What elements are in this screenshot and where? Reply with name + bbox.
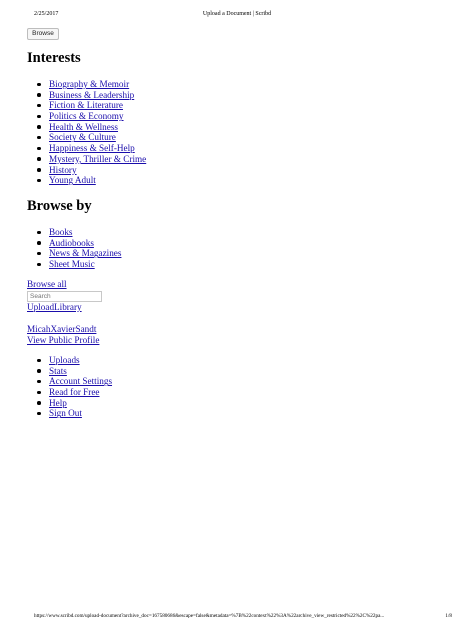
interest-link-fiction[interactable]: Fiction & Literature <box>49 100 123 111</box>
list-item <box>27 355 112 366</box>
browse-link-sheet-music[interactable]: Sheet Music <box>49 259 95 270</box>
username-link[interactable]: MicahXavierSandt <box>27 324 97 334</box>
bullet-icon <box>37 136 41 140</box>
list-item <box>27 227 121 238</box>
bullet-icon <box>37 104 41 108</box>
search-input[interactable] <box>27 291 102 302</box>
bullet-icon <box>37 412 41 416</box>
browse-link-news-magazines[interactable]: News & Magazines <box>49 248 122 259</box>
list-item <box>27 398 112 409</box>
list-item <box>27 238 121 249</box>
list-item <box>27 132 146 143</box>
bullet-icon <box>37 263 41 267</box>
list-item <box>27 259 121 270</box>
interest-link-happiness[interactable]: Happiness & Self-Help <box>49 143 135 154</box>
list-item <box>27 175 146 186</box>
print-page-title: Upload a Document | Scribd <box>202 11 272 17</box>
upload-library-link[interactable]: UploadLibrary <box>27 302 82 312</box>
bullet-icon <box>37 252 41 256</box>
interest-link-politics[interactable]: Politics & Economy <box>49 111 124 122</box>
list-item <box>27 248 121 259</box>
list-item <box>27 122 146 133</box>
interests-heading: Interests <box>27 50 81 66</box>
bullet-icon <box>37 241 41 245</box>
list-item <box>27 376 112 387</box>
browse-link-books[interactable]: Books <box>49 227 73 237</box>
list-item <box>27 90 146 101</box>
bullet-icon <box>37 147 41 151</box>
bullet-icon <box>37 231 41 235</box>
interest-link-health[interactable]: Health & Wellness <box>49 121 119 132</box>
browse-by-heading: Browse by <box>27 198 92 214</box>
menu-link-uploads[interactable]: Uploads <box>49 355 80 365</box>
menu-link-read-for-free[interactable]: Read for Free <box>49 387 100 398</box>
interest-link-young-adult[interactable]: Young Adult <box>49 175 96 186</box>
list-item <box>27 408 112 419</box>
bullet-icon <box>37 179 41 183</box>
print-page-number: 1/8 <box>445 613 452 619</box>
list-item <box>27 111 146 122</box>
bullet-icon <box>37 83 41 87</box>
list-item <box>27 79 146 90</box>
bullet-icon <box>37 401 41 405</box>
list-item <box>27 143 146 154</box>
interest-link-biography[interactable]: Biography & Memoir <box>49 79 130 89</box>
bullet-icon <box>37 115 41 119</box>
list-item <box>27 100 146 111</box>
interest-link-society[interactable]: Society & Culture <box>49 132 116 143</box>
bullet-icon <box>37 168 41 172</box>
list-item <box>27 165 146 176</box>
print-date: 2/25/2017 <box>34 11 59 17</box>
interest-link-mystery[interactable]: Mystery, Thriller & Crime <box>49 153 147 164</box>
menu-link-account-settings[interactable]: Account Settings <box>49 376 113 387</box>
browse-all-link[interactable]: Browse all <box>27 279 67 289</box>
account-menu-list <box>27 355 112 419</box>
browse-link-audiobooks[interactable]: Audiobooks <box>49 237 94 248</box>
print-footer <box>0 613 474 623</box>
interest-link-business[interactable]: Business & Leadership <box>49 89 135 100</box>
browse-button[interactable]: Browse <box>27 28 59 40</box>
view-public-profile-link[interactable]: View Public Profile <box>27 335 100 345</box>
menu-link-help[interactable]: Help <box>49 397 67 408</box>
print-url: https://www.scribd.com/upload-document?archive_doc=167580686&escape=false&metadata=%7B%22context%22%3A%22archive_view_restricted%22%2C%22pa... <box>34 613 385 619</box>
browse-by-list <box>27 227 121 270</box>
bullet-icon <box>37 125 41 129</box>
bullet-icon <box>37 369 41 373</box>
print-header <box>0 11 474 21</box>
interests-list <box>27 79 146 186</box>
bullet-icon <box>37 359 41 363</box>
bullet-icon <box>37 157 41 161</box>
bullet-icon <box>37 391 41 395</box>
interest-link-history[interactable]: History <box>49 164 77 175</box>
bullet-icon <box>37 93 41 97</box>
menu-link-stats[interactable]: Stats <box>49 365 67 376</box>
menu-link-sign-out[interactable]: Sign Out <box>49 408 82 419</box>
list-item <box>27 387 112 398</box>
list-item <box>27 154 146 165</box>
list-item <box>27 366 112 377</box>
bullet-icon <box>37 380 41 384</box>
